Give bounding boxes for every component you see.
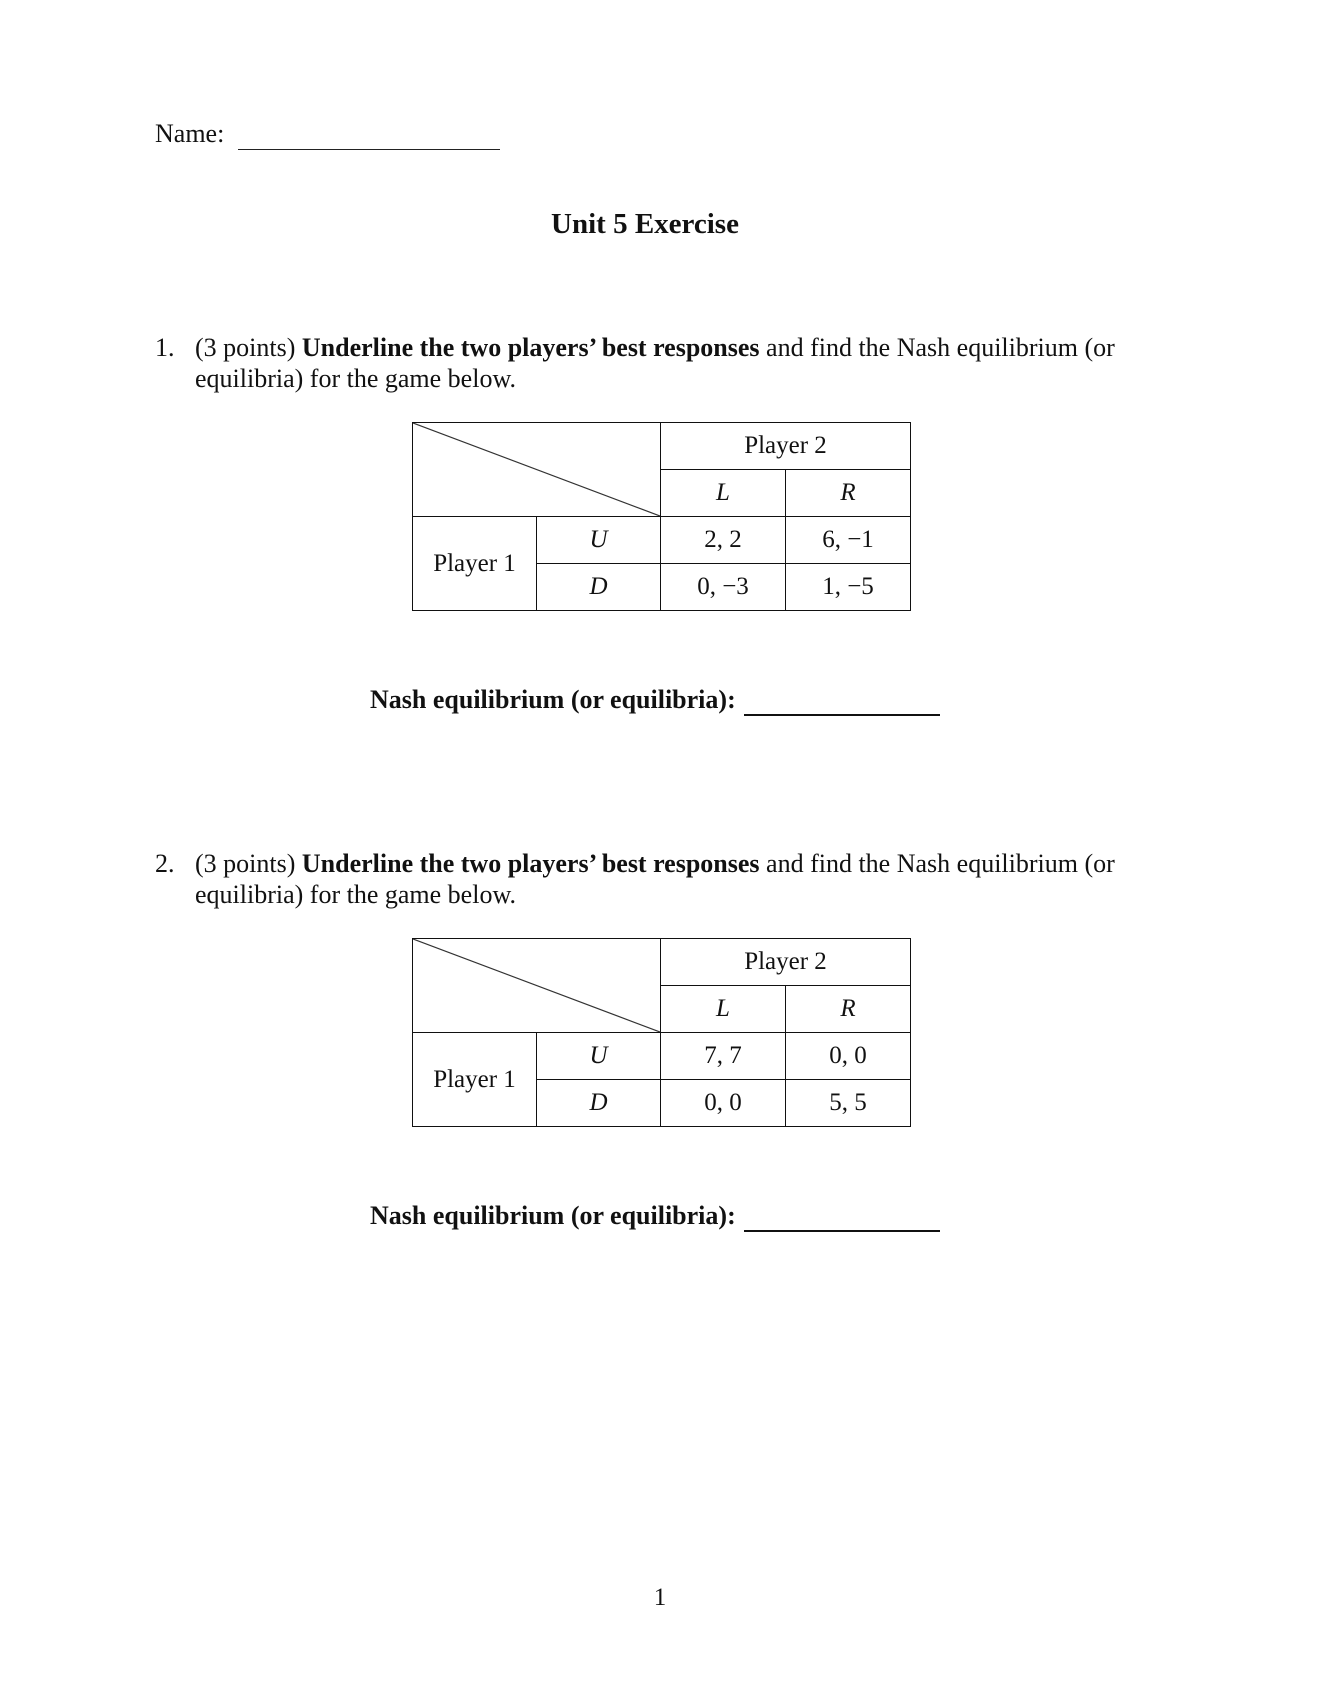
row-strategy-d: D	[537, 1080, 661, 1127]
col-strategy-r: R	[786, 470, 911, 517]
nash-answer-1	[370, 684, 940, 716]
question-bold-instruction: Underline the two players’ best responses	[301, 849, 760, 878]
player-2-header: Player 2	[661, 423, 911, 470]
payoff-matrix-1	[412, 422, 910, 610]
name-label: Name:	[155, 119, 225, 148]
payoff-cell-d-r[interactable]: 5, 5	[786, 1080, 911, 1127]
nash-label: Nash equilibrium (or equilibria):	[370, 1201, 736, 1230]
question-1	[155, 332, 1145, 394]
payoff-cell-u-l[interactable]: 2, 2	[661, 517, 786, 564]
matrix-corner-cell	[413, 423, 661, 517]
page-number: 1	[653, 1584, 667, 1611]
payoff-matrix-2	[412, 938, 910, 1126]
payoff-cell-u-r[interactable]: 0, 0	[786, 1033, 911, 1080]
nash-answer-blank[interactable]	[744, 1204, 940, 1232]
question-points: (3 points)	[195, 333, 296, 362]
payoff-cell-u-l[interactable]: 7, 7	[661, 1033, 786, 1080]
question-rest-text: and find the Nash equilibrium (or equilibria) for the game below.	[195, 333, 1115, 393]
payoff-cell-d-l[interactable]: 0, −3	[661, 564, 786, 611]
payoff-cell-u-r[interactable]: 6, −1	[786, 517, 911, 564]
payoff-cell-d-l[interactable]: 0, 0	[661, 1080, 786, 1127]
col-strategy-l: L	[661, 986, 786, 1033]
question-number: 2.	[155, 849, 175, 878]
question-text	[195, 332, 1145, 394]
player-1-header: Player 1	[413, 1033, 537, 1127]
name-field	[155, 118, 500, 150]
col-strategy-l: L	[661, 470, 786, 517]
matrix-corner-cell	[413, 939, 661, 1033]
nash-answer-blank[interactable]	[744, 688, 940, 716]
diagonal-line-icon	[413, 423, 660, 516]
question-bold-instruction: Underline the two players’ best responses	[301, 333, 760, 362]
question-number: 1.	[155, 333, 175, 362]
name-blank-line[interactable]	[238, 121, 500, 150]
payoff-cell-d-r[interactable]: 1, −5	[786, 564, 911, 611]
question-points: (3 points)	[195, 849, 296, 878]
row-strategy-u: U	[537, 517, 661, 564]
page-title: Unit 5 Exercise	[551, 208, 739, 240]
question-2	[155, 848, 1145, 910]
nash-label: Nash equilibrium (or equilibria):	[370, 685, 736, 714]
col-strategy-r: R	[786, 986, 911, 1033]
question-text	[195, 848, 1145, 910]
row-strategy-d: D	[537, 564, 661, 611]
question-rest-text: and find the Nash equilibrium (or equilibria) for the game below.	[195, 849, 1115, 909]
diagonal-line-icon	[413, 939, 660, 1032]
nash-answer-2	[370, 1200, 940, 1232]
row-strategy-u: U	[537, 1033, 661, 1080]
player-1-header: Player 1	[413, 517, 537, 611]
player-2-header: Player 2	[661, 939, 911, 986]
